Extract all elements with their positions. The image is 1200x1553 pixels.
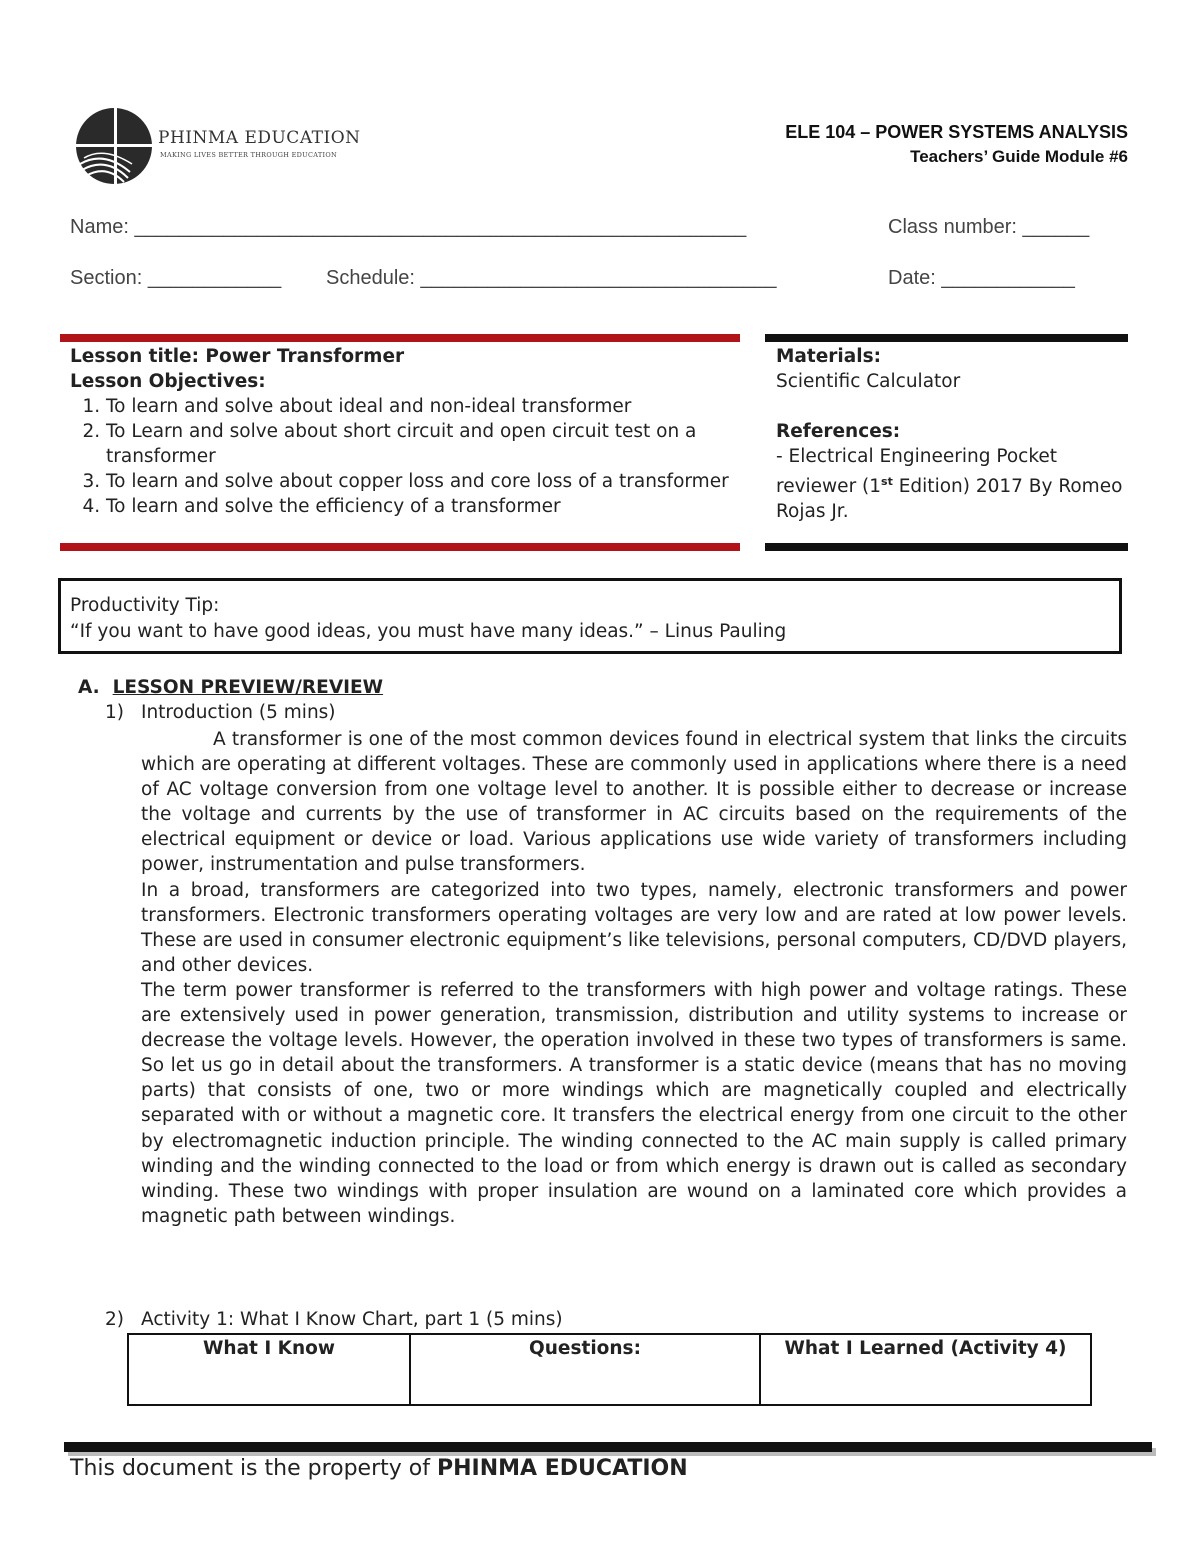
reference-entry (776, 444, 1128, 524)
class-number-field[interactable]: Class number: ______ (888, 216, 1090, 238)
section-letter: A. (78, 677, 100, 698)
intro-number: 1) (105, 702, 124, 723)
date-field[interactable]: Date: ____________ (888, 267, 1075, 289)
footer-prefix: This document is the property of (70, 1456, 437, 1481)
references-label: References: (776, 421, 901, 442)
objective-item: 2. To Learn and solve about short circuit and open circuit test on a transformer (106, 419, 738, 469)
lesson-details (70, 344, 738, 519)
logo-wordmark: PHINMA EDUCATION (158, 128, 361, 148)
reference-superscript: st (881, 475, 893, 488)
materials-top-rule (765, 334, 1128, 342)
section-heading (78, 677, 383, 698)
productivity-tip (70, 593, 786, 645)
intro-paragraph: A transformer is one of the most common devices found in electrical system that links the circuits which are operating at different voltages. These are commonly used in applications where there is a need of AC voltage conversion from one voltage level to another. It is possible either to decrease or increase the voltage and currents by the use of transformer in AC circuits based on the requirements of the electrical equipment or device or load. Various applications use wide variety of transformers including power, instrumentation and pulse transformers. (141, 729, 1127, 876)
phinma-emblem-icon (74, 106, 158, 186)
footer-rule (64, 1442, 1152, 1452)
footer-notice (70, 1456, 688, 1481)
productivity-tip-box (58, 578, 1122, 654)
reference-text: - Electrical Engineering Pocket reviewer (1 (776, 446, 1058, 498)
intro-paragraph: The term power transformer is referred to the transformers with high power and voltage ratings. These are extensively used in power generation, transmission, distribution and utility systems to increase or decrease the voltage levels. However, the operation involved in these two types of transformers is same. So let us go in detail about the transformers. A transformer is a static device (means that has no moving parts) that consists of one, two or more windings which are magnetically coupled and electrically separated with or without a magnetic core. It transfers the electrical energy from one circuit to the other by electromagnetic induction principle. The winding connected to the AC main supply is called primary winding and the winding connected to the load or from which energy is drawn out is called as secondary winding. These two windings with proper insulation are wound on a laminated core which provides a magnetic path between windings. (141, 979, 1127, 1227)
tip-label: Productivity Tip: (70, 595, 220, 616)
logo-tagline: MAKING LIVES BETTER THROUGH EDUCATION (160, 151, 337, 159)
kwl-header-questions[interactable]: Questions: (410, 1334, 760, 1405)
section-field[interactable]: Section: ____________ (70, 267, 282, 289)
objective-item: 4. To learn and solve the efficiency of a transformer (106, 494, 738, 519)
lesson-title: Lesson title: Power Transformer (70, 346, 405, 367)
tip-quote: “If you want to have good ideas, you must have many ideas.” – Linus Pauling (70, 621, 787, 642)
section-title: LESSON PREVIEW/REVIEW (112, 677, 384, 698)
intro-paragraph: In a broad, transformers are categorized into two types, namely, electronic transformers and power transformers. Electronic transformers operating voltages are very low and are rated at low power levels. These are used in consumer electronic equipment’s like televisions, personal computers, CD/DVD players, and other devices. (141, 879, 1127, 976)
materials-bottom-rule (765, 543, 1128, 551)
lesson-top-rule (60, 334, 740, 342)
course-title: ELE 104 – POWER SYSTEMS ANALYSIS (785, 122, 1128, 142)
intro-body (141, 727, 1127, 1229)
module-title: Teachers’ Guide Module #6 (910, 147, 1128, 166)
objective-item: 3. To learn and solve about copper loss and core loss of a transformer (106, 469, 738, 494)
intro-label: Introduction (5 mins) (141, 702, 336, 723)
reference-text-rest: Edition) 2017 By Romeo Rojas Jr. (776, 476, 1123, 523)
schedule-field[interactable]: Schedule: ________________________________ (326, 267, 777, 289)
kwl-header-learned[interactable]: What I Learned (Activity 4) (760, 1334, 1091, 1405)
objectives-label: Lesson Objectives: (70, 371, 266, 392)
materials-panel (776, 344, 1128, 524)
lesson-bottom-rule (60, 543, 740, 551)
objective-item: 1. To learn and solve about ideal and non-ideal transformer (106, 394, 738, 419)
objectives-list (70, 394, 738, 519)
activity-number: 2) (105, 1309, 124, 1330)
activity-label: Activity 1: What I Know Chart, part 1 (5 mins) (141, 1309, 563, 1330)
what-i-know-chart (127, 1333, 1092, 1406)
name-field[interactable]: Name: _______________________________________________________ (70, 216, 747, 238)
materials-label: Materials: (776, 346, 881, 367)
document-header (785, 122, 1128, 167)
footer-owner: PHINMA EDUCATION (436, 1456, 688, 1481)
kwl-header-know[interactable]: What I Know (128, 1334, 410, 1405)
materials-item: Scientific Calculator (776, 371, 961, 392)
